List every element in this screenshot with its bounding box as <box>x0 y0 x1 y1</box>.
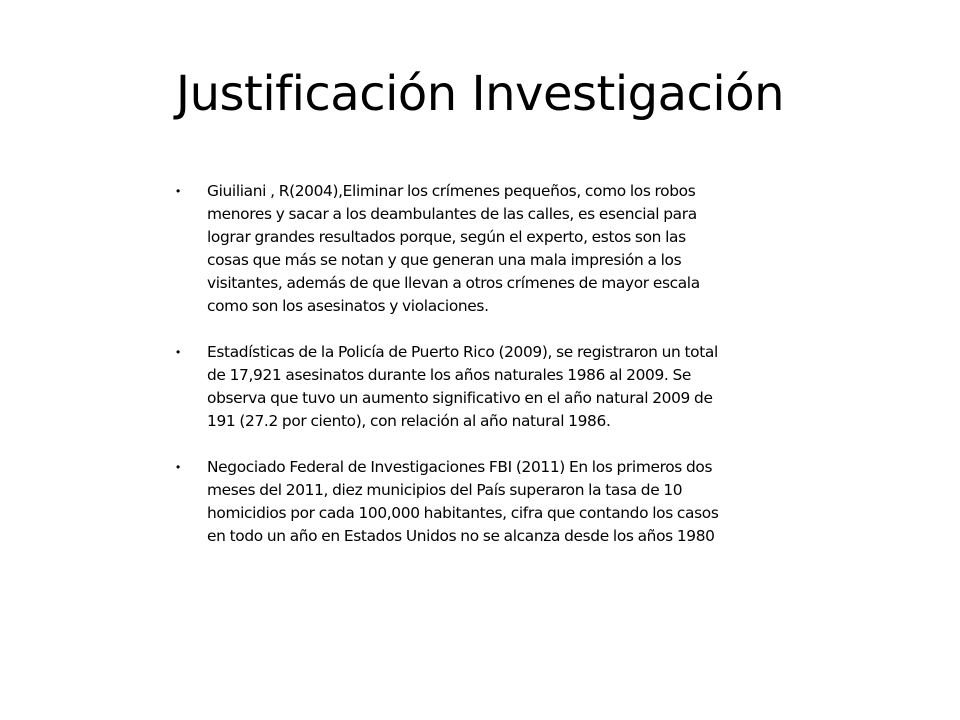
bullet-item <box>176 180 746 318</box>
bullet-line: visitantes, además de que llevan a otros crímenes de mayor escala <box>207 274 700 292</box>
bullet-line: en todo un año en Estados Unidos no se alcanza desde los años 1980 <box>207 527 715 545</box>
bullet-line: Estadísticas de la Policía de Puerto Rico (2009), se registraron un total <box>207 343 718 361</box>
bullet-line: lograr grandes resultados porque, según el experto, estos son las <box>207 228 686 246</box>
bullet-icon: • <box>176 345 181 359</box>
bullet-line: 191 (27.2 por ciento), con relación al año natural 1986. <box>207 412 611 430</box>
bullet-icon: • <box>176 460 181 474</box>
bullet-line: Giuiliani , R(2004),Eliminar los crímenes pequeños, como los robos <box>207 182 696 200</box>
bullet-item <box>176 341 746 433</box>
bullet-line: menores y sacar a los deambulantes de las calles, es esencial para <box>207 205 697 223</box>
bullet-line: Negociado Federal de Investigaciones FBI (2011) En los primeros dos <box>207 458 713 476</box>
bullet-line: observa que tuvo un aumento significativo en el año natural 2009 de <box>207 389 713 407</box>
bullet-line: homicidios por cada 100,000 habitantes, cifra que contando los casos <box>207 504 719 522</box>
bullet-line: cosas que más se notan y que generan una mala impresión a los <box>207 251 682 269</box>
bullet-line: como son los asesinatos y violaciones. <box>207 297 489 315</box>
bullet-line: meses del 2011, diez municipios del País superaron la tasa de 10 <box>207 481 683 499</box>
bullet-icon: • <box>176 184 181 198</box>
slide-title: Justificación Investigación <box>175 66 785 122</box>
bullet-item <box>176 456 746 548</box>
bullet-line: de 17,921 asesinatos durante los años naturales 1986 al 2009. Se <box>207 366 692 384</box>
bullet-list <box>176 180 746 571</box>
